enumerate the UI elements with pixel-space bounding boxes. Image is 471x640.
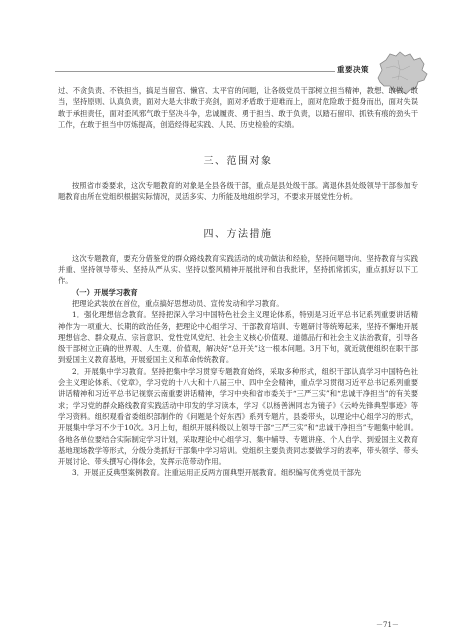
list-item: 1．强化理想信念教育。坚持把深入学习中国特色社会主义理论体系，特别是习近平总书记系列重要讲话精神作为一项重大、长期的政治任务，把理论中心组学习、干部教育培训、专题研讨等统筹起来，坚持不懈地开展理想信念、群众观点、宗旨意识、党性党风党纪、社会主义核心价值观、道德品行和社会主义法治教育，引导各级干部树立正确的世界观、人生观、价值观，解决好“总开关”这一根本问题。3月下旬，就近就便组织在职干部到爱国主义教育基地，开展爱国主义和革命传统教育。 xyxy=(58,310,418,365)
document-body xyxy=(58,85,418,479)
header-rule xyxy=(55,71,335,72)
list-item: 2．开展集中学习教育。坚持把集中学习贯穿专题教育始终，采取多种形式，组织干部认真学习中国特色社会主义理论体系、《党章》，学习党的十八大和十八届三中、四中全会精神，重点学习贯彻习近平总书记系列重要讲话精神和习近平总书记视察云南重要讲话精神，学习中央和省市委关于“三严三实”和“忠诚干净担当”的有关要求；学习党的群众路线教育实践活动中印发的学习读本，学习《以杨善洲同志为镜子》《云岭先锋典型事迹》等学习资料。组织观看省委组织部制作的《问题是个好东西》系列专题片，县委带头，以理论中心组学习的形式，开展集中学习不少于10次。3月上旬，组织开展科级以上领导干部“三严三实”和“忠诚干净担当”专题集中轮训。各地各单位要结合实际制定学习计划，采取理论中心组学习、集中辅导、专题讲座、个人自学、到爱国主义教育基地现场教学等形式，分级分类抓好干部集中学习培训。党组织主要负责同志要做学习的表率，带头领学、带头开展讨论、带头撰写心得体会，发挥示范带动作用。 xyxy=(58,366,418,467)
scope-paragraph: 按照省市委要求，这次专题教育的对象是全县各级干部，重点是县处级干部。离退休县处级领导干部参加专题教育由所在党组织根据实际情况，灵活多实、力所能及地组织学习，不要求开展党性分析。 xyxy=(58,181,418,202)
list-item: 3．开展正反典型案例教育。注重运用正反两方面典型开展教育。组织编写优秀党员干部先 xyxy=(72,468,362,478)
subsection-intro: 把理论武装放在首位，重点搞好思想动员、宣传发动和学习教育。 xyxy=(72,298,284,308)
intro-paragraph: 过、不贪负责、不铁担当，搞足当留官、懒官、太平官的问题，让各级党员干部树立担当精神，教想、敢做、敢当，坚持原则、认真负责，面对大是大非敢于亮剑，面对矛盾敢于迎难而上，面对危险敢于挺身而出，面对失误敢于承担责任，面对歪风邪气敢于坚决斗争，忠诚履责、勇于担当、敢于负责，以踏石留印、抓铁有痕的劲头干工作，在敢于担当中厉炼提高，创造经得起实践、人民、历史检验的实绩。 xyxy=(58,86,418,129)
subsection-title: （一）开展学习教育 xyxy=(72,287,138,297)
section-header-label: 重要决策 xyxy=(337,65,369,74)
methods-intro-paragraph: 这次专题教育，要充分借鉴党的群众路线教育实践活动的成功做法和经验，坚持问题导向、坚持教育与实践并重、坚持领导带头、坚持从严从实、坚持以整风精神开展批评和自我批评，坚持抓常抓实，重点抓好以下工作。 xyxy=(58,253,418,286)
section-title-methods: 四、方法措施 xyxy=(203,228,273,240)
section-title-scope: 三、范围对象 xyxy=(203,156,273,168)
page-number: －71－ xyxy=(376,621,399,629)
